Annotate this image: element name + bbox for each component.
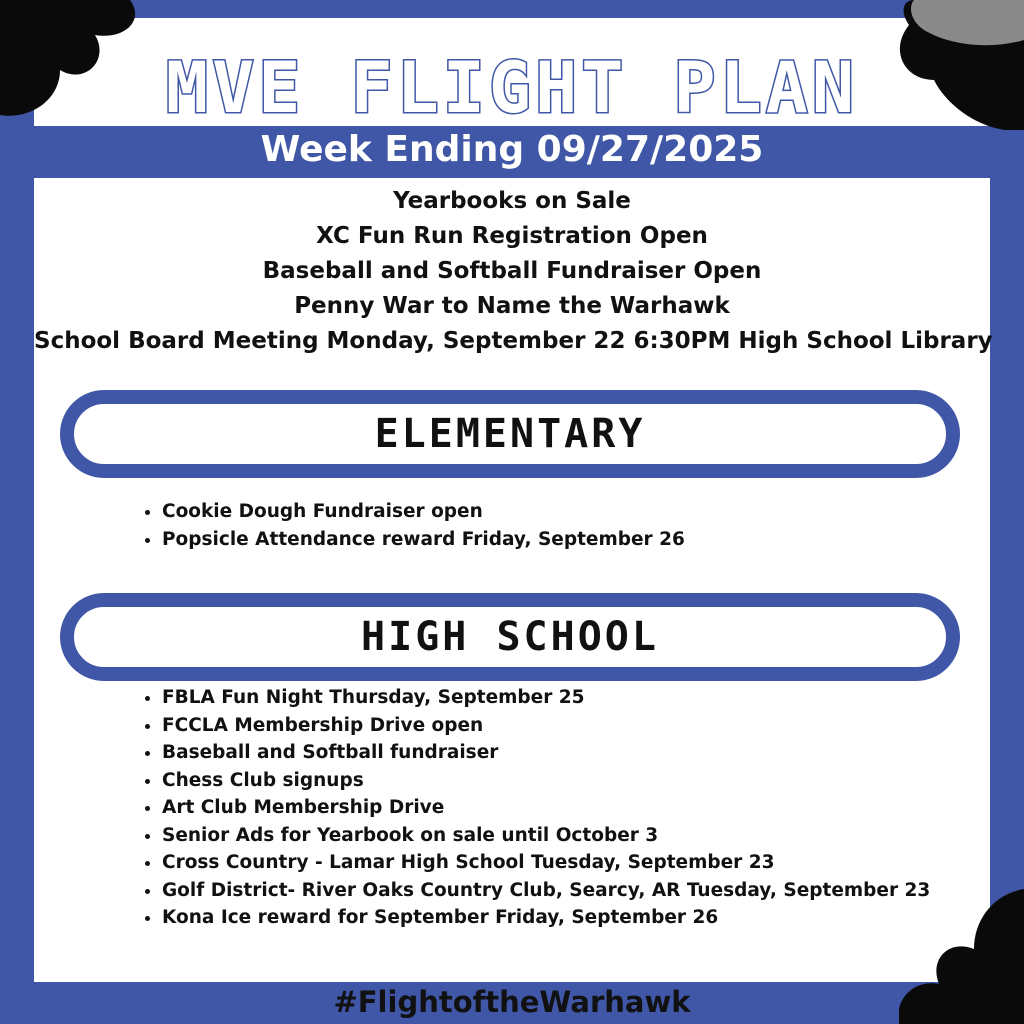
- page-title: MVE FLIGHT PLAN: [165, 47, 859, 129]
- announcement-item: Yearbooks on Sale: [393, 188, 631, 214]
- elementary-list: [140, 498, 685, 553]
- announcement-item: School Board Meeting Monday, September 22 6:30PM High School Library: [34, 328, 993, 354]
- elementary-heading: ELEMENTARY: [374, 411, 646, 457]
- list-item: • Cookie Dough Fundraiser open: [162, 498, 685, 526]
- list-item: • Golf District- River Oaks Country Club, Searcy, AR Tuesday, September 23: [162, 877, 930, 905]
- elementary-heading-banner: [60, 390, 960, 478]
- list-item: • Popsicle Attendance reward Friday, September 26: [162, 526, 685, 554]
- corner-blob-top-right: [869, 0, 1024, 130]
- high-school-heading: HIGH SCHOOL: [361, 614, 659, 660]
- blob-shape: [0, 0, 135, 116]
- announcement-item: XC Fun Run Registration Open: [316, 223, 708, 249]
- announcement-list: [34, 184, 993, 359]
- list-item: • Senior Ads for Yearbook on sale until October 3: [162, 822, 930, 850]
- list-item: • FBLA Fun Night Thursday, September 25: [162, 684, 930, 712]
- list-item: • Art Club Membership Drive: [162, 794, 930, 822]
- list-item: • Chess Club signups: [162, 767, 930, 795]
- week-ending-label: Week Ending 09/27/2025: [260, 129, 764, 170]
- high-school-heading-banner: [60, 593, 960, 681]
- announcement-item: Baseball and Softball Fundraiser Open: [262, 258, 762, 284]
- corner-blob-bottom-right: [899, 889, 1024, 1024]
- corner-blob-top-left: [0, 0, 140, 120]
- list-item: • FCCLA Membership Drive open: [162, 712, 930, 740]
- hashtag-footer: #FlightoftheWarhawk: [333, 985, 691, 1019]
- list-item: • Baseball and Softball fundraiser: [162, 739, 930, 767]
- announcement-item: Penny War to Name the Warhawk: [294, 293, 730, 319]
- list-item: • Kona Ice reward for September Friday, September 26: [162, 904, 930, 932]
- blob-shape: [899, 889, 1024, 1024]
- high-school-list: [140, 684, 930, 932]
- list-item: • Cross Country - Lamar High School Tuesday, September 23: [162, 849, 930, 877]
